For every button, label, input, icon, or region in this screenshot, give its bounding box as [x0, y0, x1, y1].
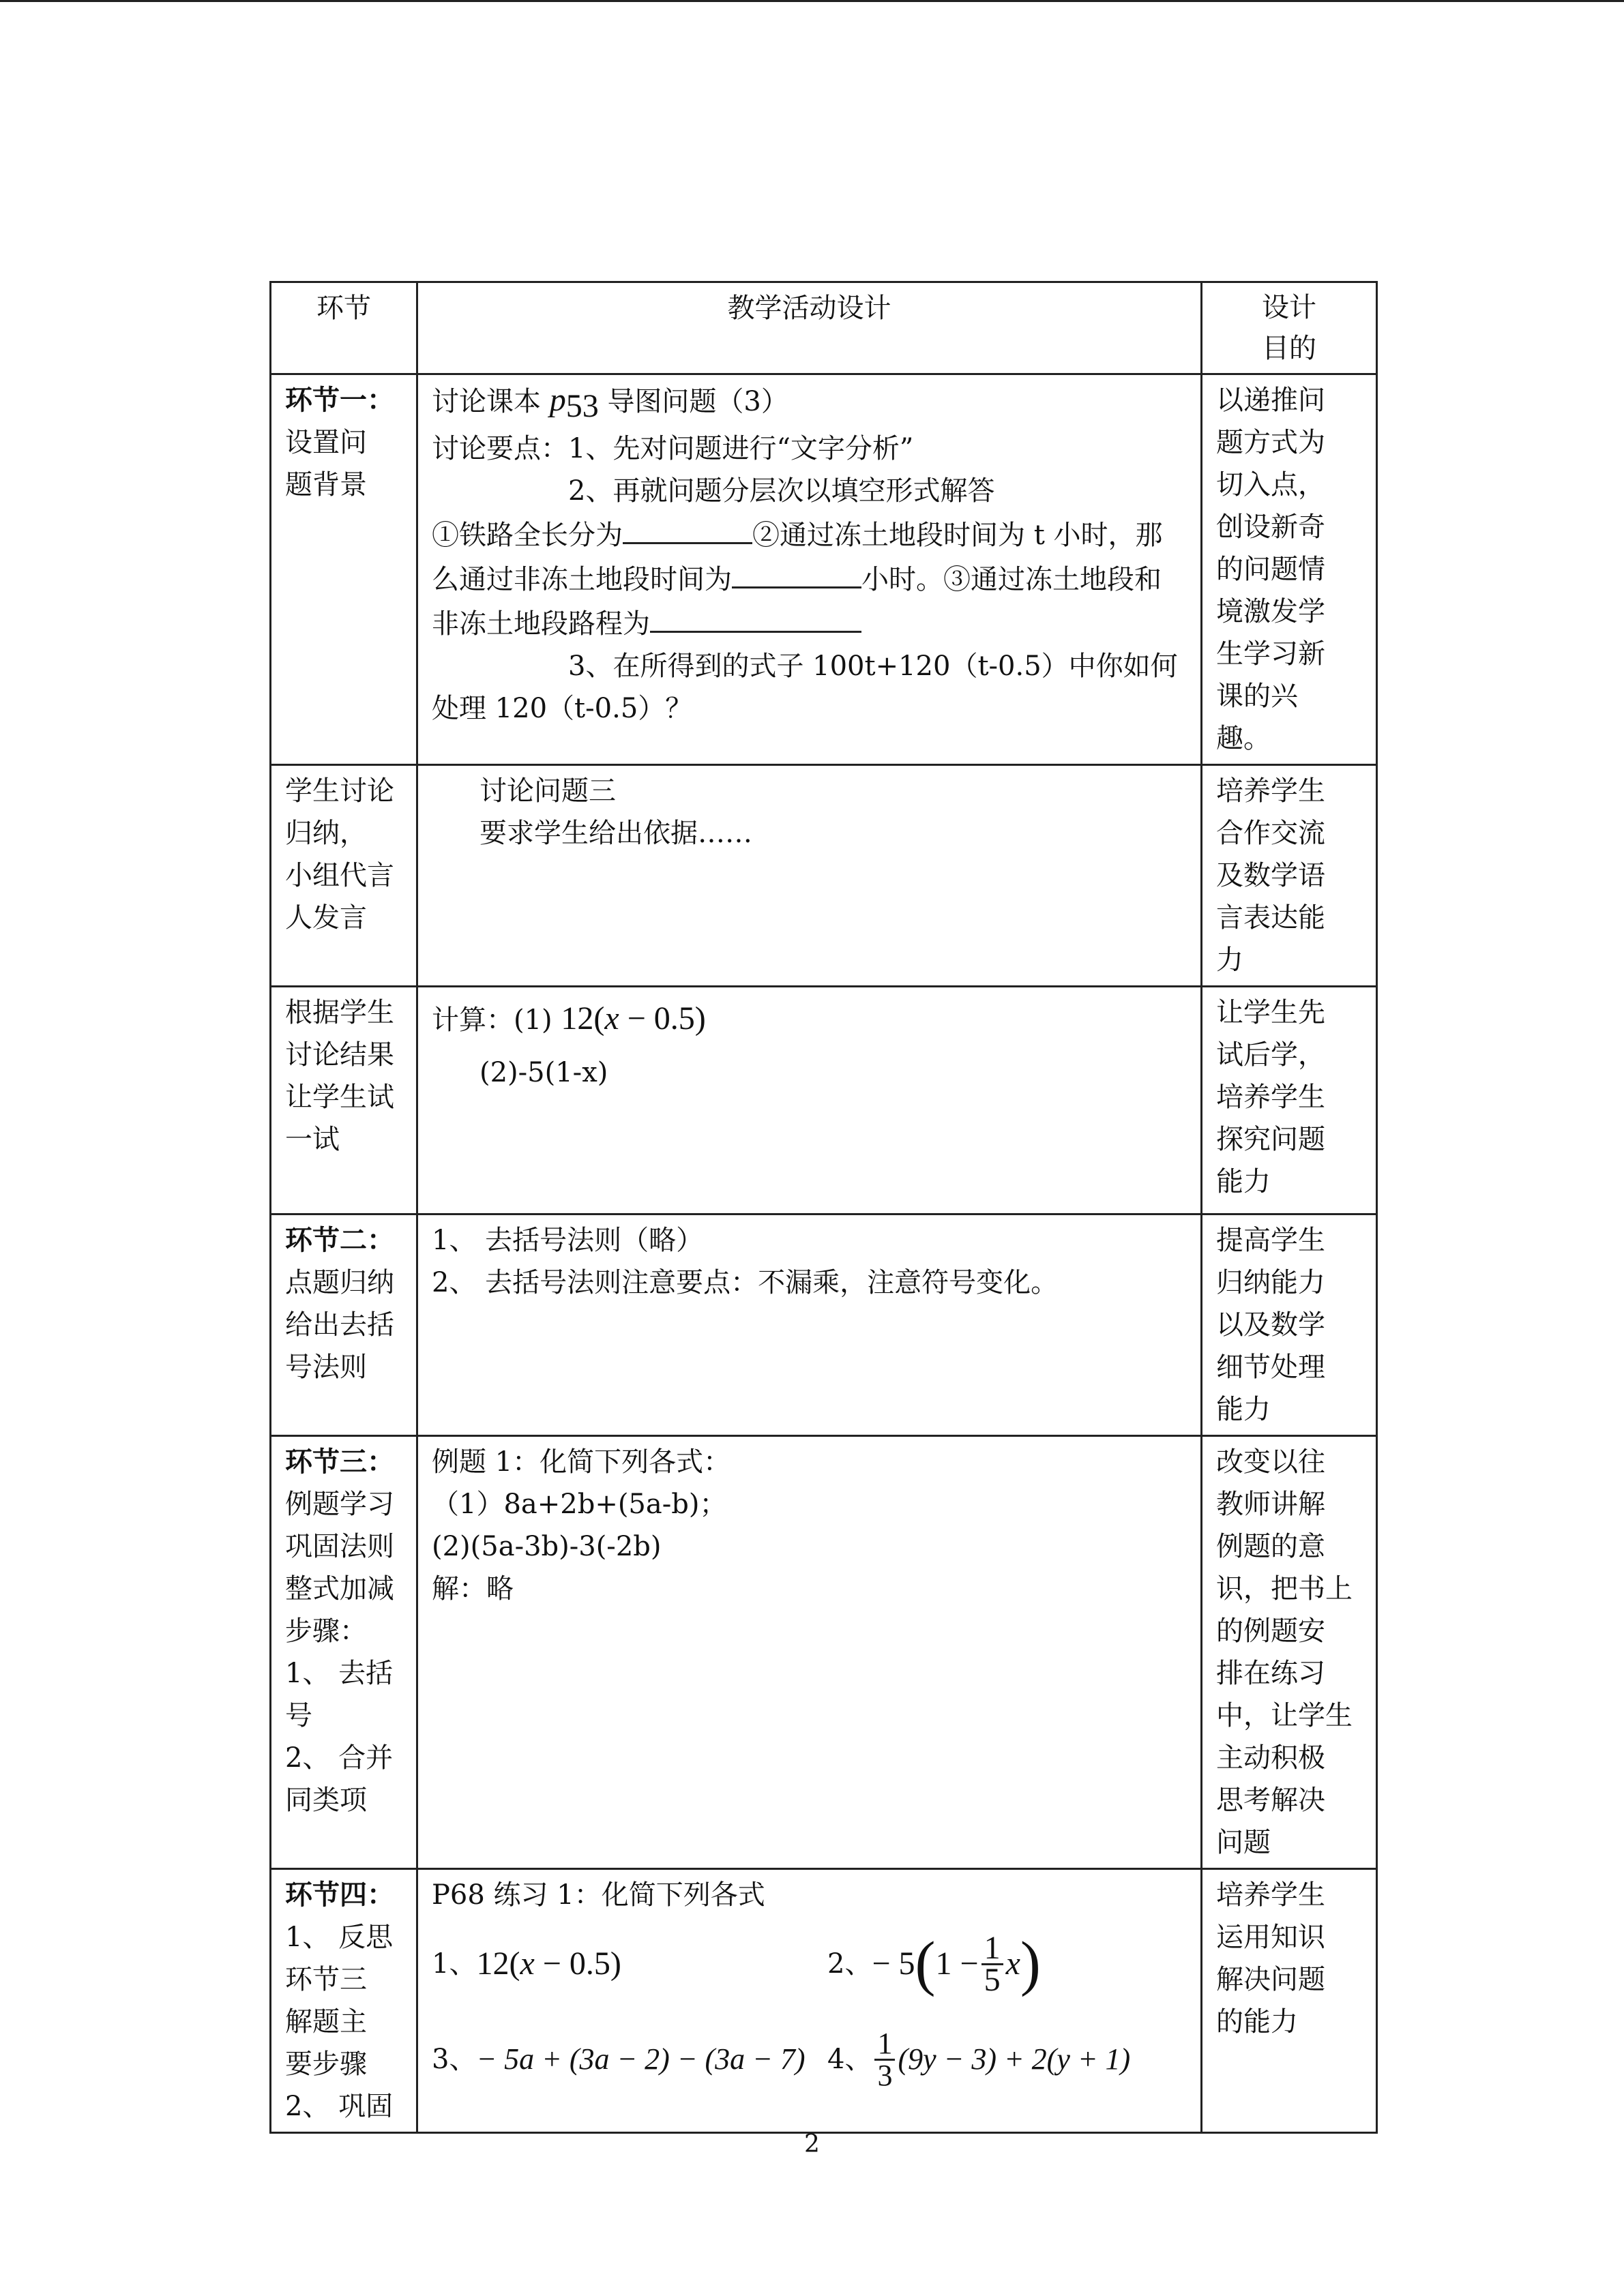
purpose-line: 问题	[1216, 1827, 1271, 1858]
table-row	[271, 374, 1377, 765]
purpose-line: 的能力	[1216, 2006, 1298, 2038]
activity-line: 讨论问题三	[479, 775, 616, 807]
stage-line: 步骤：	[285, 1615, 367, 1647]
stage-cell	[271, 987, 417, 1214]
stage-line: 环节一：	[285, 384, 394, 416]
header-stage: 环节	[271, 282, 417, 374]
table-row	[271, 765, 1377, 987]
stage-line: 题背景	[285, 469, 367, 501]
purpose-cell	[1202, 765, 1377, 987]
activity-line: （1）8a+2b+(5a-b)；	[432, 1489, 727, 1520]
stage-cell	[271, 765, 417, 987]
table-row	[271, 987, 1377, 1214]
table-row	[271, 1436, 1377, 1869]
stage-line: 解题主	[285, 2006, 367, 2038]
purpose-line: 例题的意	[1216, 1531, 1325, 1562]
fill-blank	[650, 601, 861, 633]
math-part: 1 −	[935, 1945, 979, 1982]
activity-line: 解：略	[432, 1573, 514, 1605]
purpose-line: 生学习新	[1216, 638, 1325, 670]
stage-line: 号法则	[285, 1352, 367, 1383]
purpose-line: 让学生先	[1216, 997, 1325, 1028]
text: 非冻土地段路程为	[432, 608, 650, 640]
header-activity: 教学活动设计	[417, 282, 1202, 374]
purpose-line: 运用知识	[1216, 1922, 1325, 1953]
activity-line	[432, 992, 1187, 1047]
activity-line	[432, 512, 1187, 556]
text: 么通过非冻土地段时间为	[432, 564, 732, 595]
activity-line: 2、 去括号法则注意要点：不漏乘，注意符号变化。	[432, 1267, 1059, 1298]
stage-line: 一试	[285, 1124, 340, 1155]
fraction	[981, 1929, 1003, 1998]
math-part: 12(	[476, 1945, 520, 1982]
text: 小时。③通过冻土地段和	[861, 564, 1162, 595]
stage-line: 根据学生	[285, 997, 394, 1028]
activity-line	[432, 379, 1187, 428]
activity-line: 要求学生给出依据……	[479, 818, 752, 849]
table-row	[271, 1214, 1377, 1436]
activity-line: 例题 1：化简下列各式：	[432, 1446, 731, 1478]
stage-line: 例题学习	[285, 1489, 394, 1520]
page-variable: p	[549, 382, 566, 418]
purpose-line: 及数学语	[1216, 860, 1325, 891]
math-expression	[476, 1943, 621, 1985]
stage-line: 学生讨论	[285, 775, 394, 807]
activity-line: 1、 去括号法则（略）	[432, 1225, 704, 1256]
exercise-1	[432, 1916, 827, 2012]
math-paren: )	[1020, 1930, 1041, 1997]
stage-line: 1、 去括	[285, 1658, 394, 1689]
purpose-line: 的例题安	[1216, 1615, 1325, 1647]
purpose-cell	[1202, 1436, 1377, 1869]
stage-line: 巩固法则	[285, 1531, 394, 1562]
purpose-cell	[1202, 374, 1377, 765]
purpose-line: 能力	[1216, 1394, 1271, 1425]
purpose-line: 中，让学生	[1216, 1700, 1353, 1731]
stage-line: 2、 合并	[285, 1742, 394, 1774]
stage-line: 让学生试	[285, 1082, 394, 1113]
activity-cell	[417, 1869, 1202, 2133]
purpose-line: 言表达能	[1216, 902, 1325, 934]
purpose-line: 课的兴	[1216, 681, 1298, 712]
purpose-cell	[1202, 1214, 1377, 1436]
lesson-plan-table	[269, 281, 1378, 2134]
header-purpose-line1: 设计	[1262, 292, 1316, 323]
fraction-denominator: 3	[877, 2058, 893, 2092]
stage-cell	[271, 374, 417, 765]
header-purpose-line2: 目的	[1262, 333, 1316, 364]
purpose-line: 以递推问	[1216, 385, 1325, 416]
math-part: − 0.5)	[619, 1000, 706, 1037]
activity-line: (2)-5(1-x)	[479, 1057, 608, 1088]
math-part: − 0.5)	[534, 1945, 621, 1982]
fill-blank	[732, 556, 861, 588]
purpose-line: 教师讲解	[1216, 1489, 1325, 1520]
purpose-line: 细节处理	[1216, 1352, 1325, 1383]
exercise-label: 4、	[827, 2044, 872, 2075]
purpose-line: 培养学生	[1216, 1879, 1325, 1911]
purpose-line: 主动积极	[1216, 1742, 1325, 1774]
purpose-line: 力	[1216, 944, 1243, 976]
purpose-line: 识，把书上	[1216, 1573, 1353, 1605]
exercise-grid	[432, 1916, 1187, 2107]
math-expression: − 5a + (3a − 2) − (3a − 7)	[476, 2042, 806, 2076]
fraction-numerator: 1	[874, 2029, 895, 2061]
math-paren: (	[915, 1930, 936, 1997]
page-subscript: 53	[565, 388, 599, 424]
text: ①铁路全长分为	[432, 520, 623, 551]
text: 计算：(1)	[432, 1004, 552, 1036]
exercise-label: 2、	[827, 1948, 872, 1980]
fraction	[874, 2026, 895, 2092]
exercise-3	[432, 2012, 827, 2107]
purpose-line: 归纳能力	[1216, 1267, 1325, 1298]
purpose-line: 提高学生	[1216, 1225, 1325, 1256]
stage-line: 讨论结果	[285, 1039, 394, 1071]
math-expression	[561, 1000, 705, 1037]
purpose-line: 趣。	[1216, 723, 1271, 754]
purpose-line: 思考解决	[1216, 1785, 1325, 1816]
purpose-line: 探究问题	[1216, 1124, 1325, 1155]
exercise-4	[827, 2012, 1209, 2107]
math-part: − 5	[872, 1945, 915, 1982]
stage-line: 要步骤	[285, 2048, 367, 2080]
stage-line: 同类项	[285, 1785, 367, 1816]
stage-cell	[271, 1436, 417, 1869]
stage-line: 设置问	[285, 427, 367, 458]
stage-line: 小组代言	[285, 860, 394, 891]
activity-line: 讨论要点：1、先对问题进行“文字分析”	[432, 433, 914, 464]
header-purpose	[1202, 282, 1377, 374]
activity-cell	[417, 374, 1202, 765]
purpose-line: 排在练习	[1216, 1658, 1325, 1689]
math-variable: x	[1005, 1945, 1020, 1982]
purpose-line: 能力	[1216, 1166, 1271, 1197]
stage-line: 整式加减	[285, 1573, 394, 1605]
exercise-label: 3、	[432, 2044, 477, 2075]
activity-cell	[417, 765, 1202, 987]
activity-cell	[417, 987, 1202, 1214]
stage-line: 环节三	[285, 1964, 367, 1995]
activity-line: 处理 120（t-0.5）？	[432, 693, 693, 724]
fill-blank	[623, 512, 752, 544]
math-expression	[872, 1929, 1041, 1998]
text: 导图问题（3）	[607, 386, 788, 417]
math-variable: x	[604, 1000, 619, 1037]
page-number: 2	[804, 2130, 820, 2158]
activity-cell	[417, 1214, 1202, 1436]
activity-line: P68 练习 1：化简下列各式	[432, 1879, 765, 1911]
activity-line: 2、再就问题分层次以填空形式解答	[568, 475, 995, 507]
purpose-line: 境激发学	[1216, 596, 1325, 627]
purpose-cell	[1202, 987, 1377, 1214]
stage-line: 环节二：	[285, 1224, 394, 1256]
stage-line: 号	[285, 1700, 312, 1731]
purpose-line: 培养学生	[1216, 775, 1325, 807]
activity-line: (2)(5a-3b)-3(-2b)	[432, 1531, 662, 1562]
purpose-line: 的问题情	[1216, 554, 1325, 585]
fraction-numerator: 1	[981, 1933, 1003, 1965]
purpose-line: 解决问题	[1216, 1964, 1325, 1995]
activity-line	[432, 556, 1187, 601]
stage-line: 2、 巩固	[285, 2091, 394, 2122]
purpose-line: 试后学，	[1216, 1039, 1325, 1071]
stage-line: 环节四：	[285, 1879, 394, 1911]
table-row	[271, 1869, 1377, 2133]
stage-line: 环节三：	[285, 1446, 394, 1478]
purpose-line: 培养学生	[1216, 1082, 1325, 1113]
math-variable: x	[520, 1945, 535, 1982]
fraction-denominator: 5	[984, 1961, 1001, 1998]
stage-line: 归纳，	[285, 818, 367, 849]
math-expression	[872, 2026, 1131, 2092]
stage-line: 1、 反思	[285, 1922, 394, 1953]
purpose-line: 改变以往	[1216, 1446, 1325, 1478]
stage-line: 点题归纳	[285, 1267, 394, 1298]
math-part: (9y − 3) + 2(y + 1)	[898, 2042, 1131, 2076]
stage-line: 人发言	[285, 902, 367, 934]
activity-line	[432, 601, 1187, 645]
stage-line: 给出去括	[285, 1309, 394, 1341]
purpose-line: 合作交流	[1216, 818, 1325, 849]
exercise-label: 1、	[432, 1948, 477, 1980]
purpose-line: 切入点，	[1216, 469, 1325, 501]
purpose-line: 创设新奇	[1216, 511, 1325, 543]
purpose-cell	[1202, 1869, 1377, 2133]
purpose-line: 以及数学	[1216, 1309, 1325, 1341]
top-border-line	[0, 0, 1624, 2]
text: ②通过冻土地段时间为 t 小时，那	[752, 520, 1163, 551]
table-header-row	[271, 282, 1377, 374]
activity-cell	[417, 1436, 1202, 1869]
activity-line: 3、在所得到的式子 100t+120（t-0.5）中你如何	[568, 651, 1178, 682]
stage-cell	[271, 1214, 417, 1436]
math-part: 12(	[561, 1000, 605, 1037]
purpose-line: 题方式为	[1216, 427, 1325, 458]
text: 讨论课本	[432, 386, 541, 417]
exercise-2	[827, 1916, 1209, 2012]
stage-cell	[271, 1869, 417, 2133]
